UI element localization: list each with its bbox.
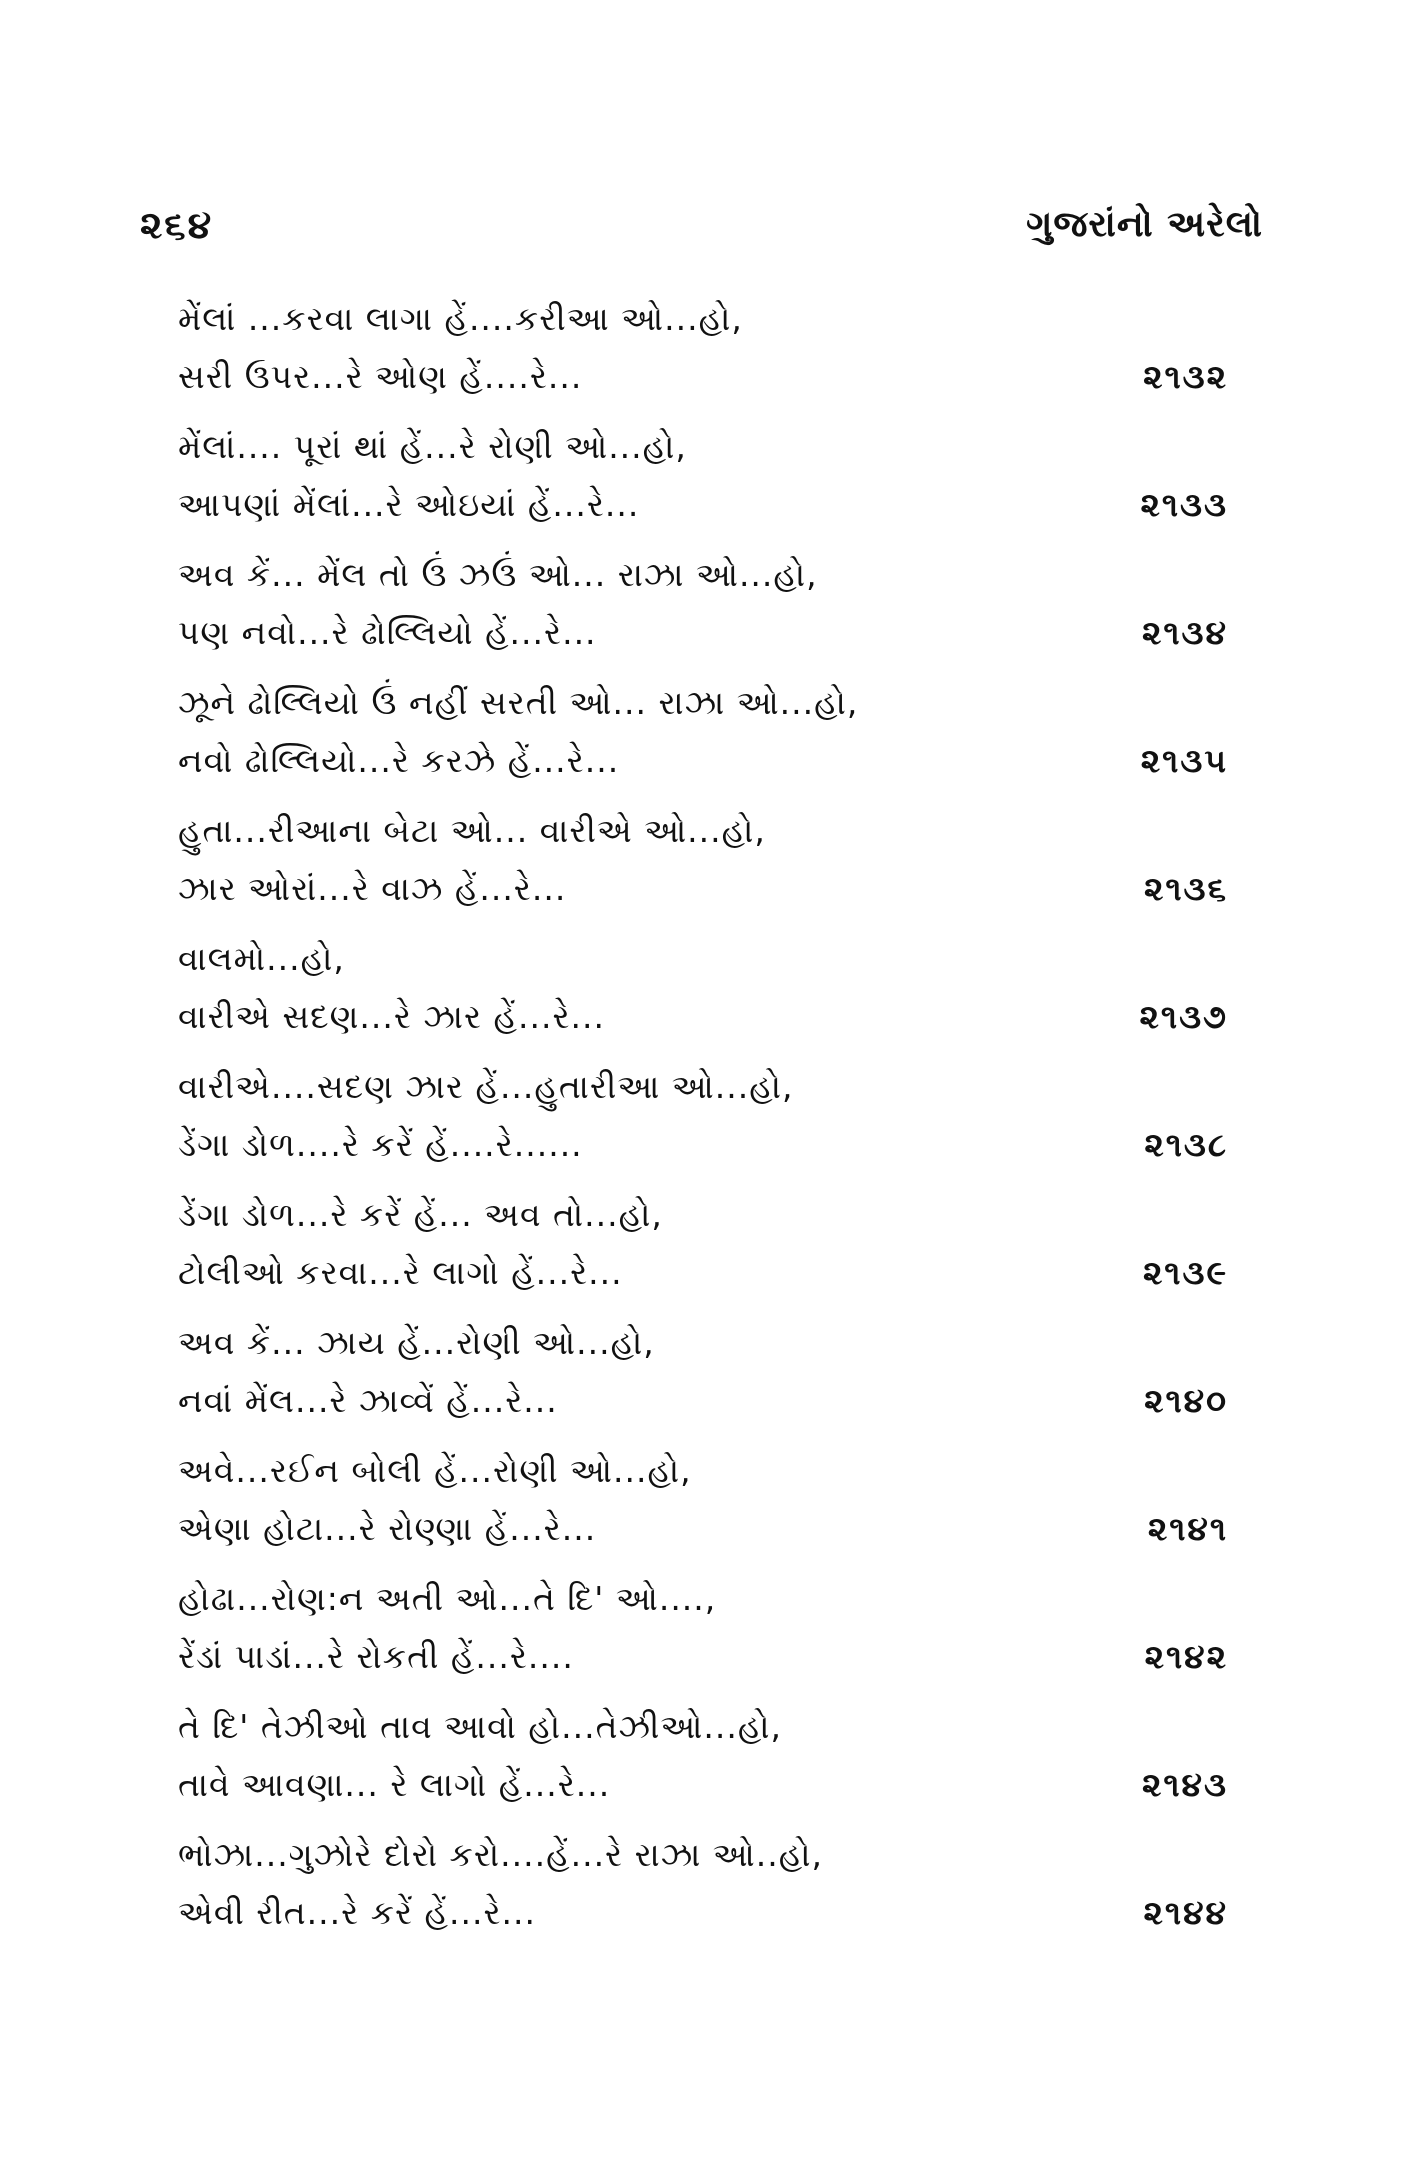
verse-line-1: મેંલાં.... પૂરાં થાં હેં...રે રોણી ઓ...હો, [178,427,687,466]
verse-line-1: અવ કેં... ઝાય હેં...રોણી ઓ...હો, [178,1323,655,1362]
running-title: ગુજરાંનો અરેલો [1026,204,1263,245]
verse-2135 [178,682,1228,810]
verse-line-2: એવી રીત...રે કરેં હેં...રે... [178,1893,537,1932]
verse-line-2: ઝાર ઓરાં...રે વાઝ હેં...રે... [178,869,567,908]
verse-line-2: રેંડાં પાડાં...રે રોકતી હેં...રે.... [178,1637,574,1676]
verse-2139 [178,1194,1228,1322]
verse-number: ૨૧૪૧ [1147,1509,1228,1548]
verse-number: ૨૧૩૫ [1140,741,1228,780]
verse-line-1: મેંલાં ...કરવા લાગા હેં....કરીઆ ઓ...હો, [178,299,743,338]
verse-line-1: તે દિ' તેઝીઓ તાવ આવો હો...તેઝીઓ...હો, [178,1707,783,1746]
verse-line-2: વારીએ સદણ...રે ઝાર હેં...રે... [178,997,606,1036]
verse-number: ૨૧૩૭ [1139,997,1228,1036]
verse-2133 [178,426,1228,554]
verse-2142 [178,1578,1228,1706]
verse-number: ૨૧૩૩ [1140,485,1228,524]
verse-number: ૨૧૪૪ [1143,1893,1228,1932]
verse-number: ૨૧૩૪ [1142,613,1228,652]
verse-line-1: વાલમો...હો, [178,939,345,978]
verse-2140 [178,1322,1228,1450]
verse-2134 [178,554,1228,682]
verse-line-1: અવ કેં... મેંલ તો ઉં ઝઉં ઓ... રાઝા ઓ...હો, [178,555,818,594]
verse-line-2: ટોલીઓ કરવા...રે લાગો હેં...રે... [178,1253,623,1292]
verse-2144 [178,1834,1228,1962]
verse-line-1: ડેંગા ડોળ...રે કરેં હેં... અવ તો...હો, [178,1195,663,1234]
verse-number: ૨૧૪૦ [1144,1381,1228,1420]
verse-2137 [178,938,1228,1066]
verse-line-2: ડેંગા ડોળ....રે કરેં હેં....રે...... [178,1125,583,1164]
verse-line-2: નવાં મેંલ...રે ઝાવ્વેં હેં...રે... [178,1381,558,1420]
verse-line-2: આપણાં મેંલાં...રે ઓઇયાં હેં...રે... [178,485,640,524]
verse-number: ૨૧૩૮ [1144,1125,1228,1164]
verse-line-1: ભોઝા...ગુઝોરે દોરો કરો....હેં...રે રાઝા ઓ..હો, [178,1835,823,1874]
verse-line-1: હુતા...રીઆના બેટા ઓ... વારીએ ઓ...હો, [178,811,766,850]
verse-number: ૨૧૪૨ [1144,1637,1228,1676]
verse-number: ૨૧૩૬ [1144,869,1228,908]
verse-line-2: સરી ઉપર...રે ઓણ હેં....રે... [178,357,583,396]
verse-line-1: હોઢા...રોણ:ન અતી ઓ...તે દિ' ઓ...., [178,1579,717,1618]
verse-line-1: વારીએ....સદણ ઝાર હેં...હુતારીઆ ઓ...હો, [178,1067,794,1106]
verse-line-2: તાવે આવણા... રે લાગો હેં...રે... [178,1765,611,1804]
verse-line-2: પણ નવો...રે ઢોલ્લિયો હેં...રે... [178,613,597,652]
verse-line-1: અવે...રઈન બોલી હેં...રોણી ઓ...હો, [178,1451,692,1490]
verse-2143 [178,1706,1228,1834]
verse-list [178,298,1228,1962]
verse-number: ૨૧૩૨ [1143,357,1228,396]
verse-2132 [178,298,1228,426]
verse-number: ૨૧૩૯ [1142,1253,1228,1292]
page-number: ૨૬૪ [140,202,214,247]
verse-line-2: નવો ઢોલ્લિયો...રે કરઝે હેં...રે... [178,741,620,780]
verse-number: ૨૧૪૩ [1142,1765,1228,1804]
verse-line-2: એણા હોટા...રે રોણ્ણા હેં...રે... [178,1509,597,1548]
verse-2138 [178,1066,1228,1194]
verse-line-1: ઝૂને ઢોલ્લિયો ઉં નહીં સરતી ઓ... રાઝા ઓ...હો, [178,683,859,722]
verse-2141 [178,1450,1228,1578]
page-header [140,200,1263,250]
verse-2136 [178,810,1228,938]
